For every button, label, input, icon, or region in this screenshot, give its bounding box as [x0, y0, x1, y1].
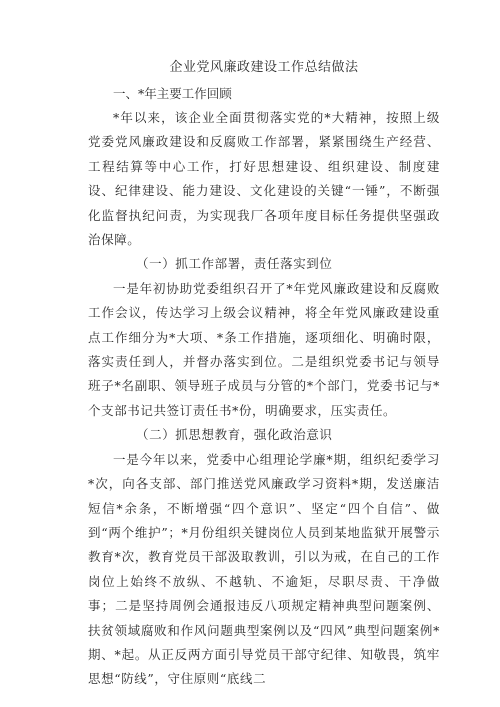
document-title: 企业党风廉政建设工作总结做法 — [169, 60, 359, 75]
subsection-heading-2: （二）抓思想教育，强化政治意识 — [136, 427, 333, 443]
document-page — [88, 58, 440, 692]
intro-paragraph: *年以来，该企业全面贯彻落实党的*大精神，按照上级党委党风廉政建设和反腐败工作部署，紧紧围绕生产经营、工程结算等中心工作，打好思想建设、组织建设、制度建设、纪律建设、能力建设、文化建设的关键“一锤”，不断强化监督执纪问责，为实现我厂各项年度目标任务提供坚强政治保障。 — [88, 110, 440, 248]
subsection-heading-1: （一）抓工作部署，责任落实到位 — [136, 256, 333, 272]
section-heading: 一、*年主要工作回顾 — [113, 86, 232, 101]
subsection-paragraph-2: 一是今年以来，党委中心组理论学廉*期，组织纪委学习*次，向各支部、部门推送党风廉政学习资料*期，发送廉洁短信*余条，不断增强“四个意识”、坚定“四个自信”、做到“两个维护”；*月份组织关键岗位人员到某地监狱开展警示教育*次，教育党员干部汲取教训，引以为戒，在自己的工作岗位上始终不放纵、不越轨、不逾矩，尽职尽责、干净做事；二是坚持周例会通报违反八项规定精神典型问题案例、扶贫领域腐败和作风问题典型案例以及“四风”典型问题案例*期、*起。从正反两方面引导党员干部守纪律、知敬畏，筑牢思想“防线”，守住原则“底线二 — [88, 451, 440, 687]
subsection-paragraph-1: 一是年初协助党委组织召开了*年党风廉政建设和反腐败工作会议，传达学习上级会议精神，将全年党风廉政建设重点工作细分为*大项、*条工作措施，逐项细化、明确时限，落实责任到人，并督办落实到位。二是组织党委书记与领导班子*名副职、领导班子成员与分管的*个部门，党委书记与*个支部书记共签订责任书*份，明确要求，压实责任。 — [88, 280, 440, 418]
